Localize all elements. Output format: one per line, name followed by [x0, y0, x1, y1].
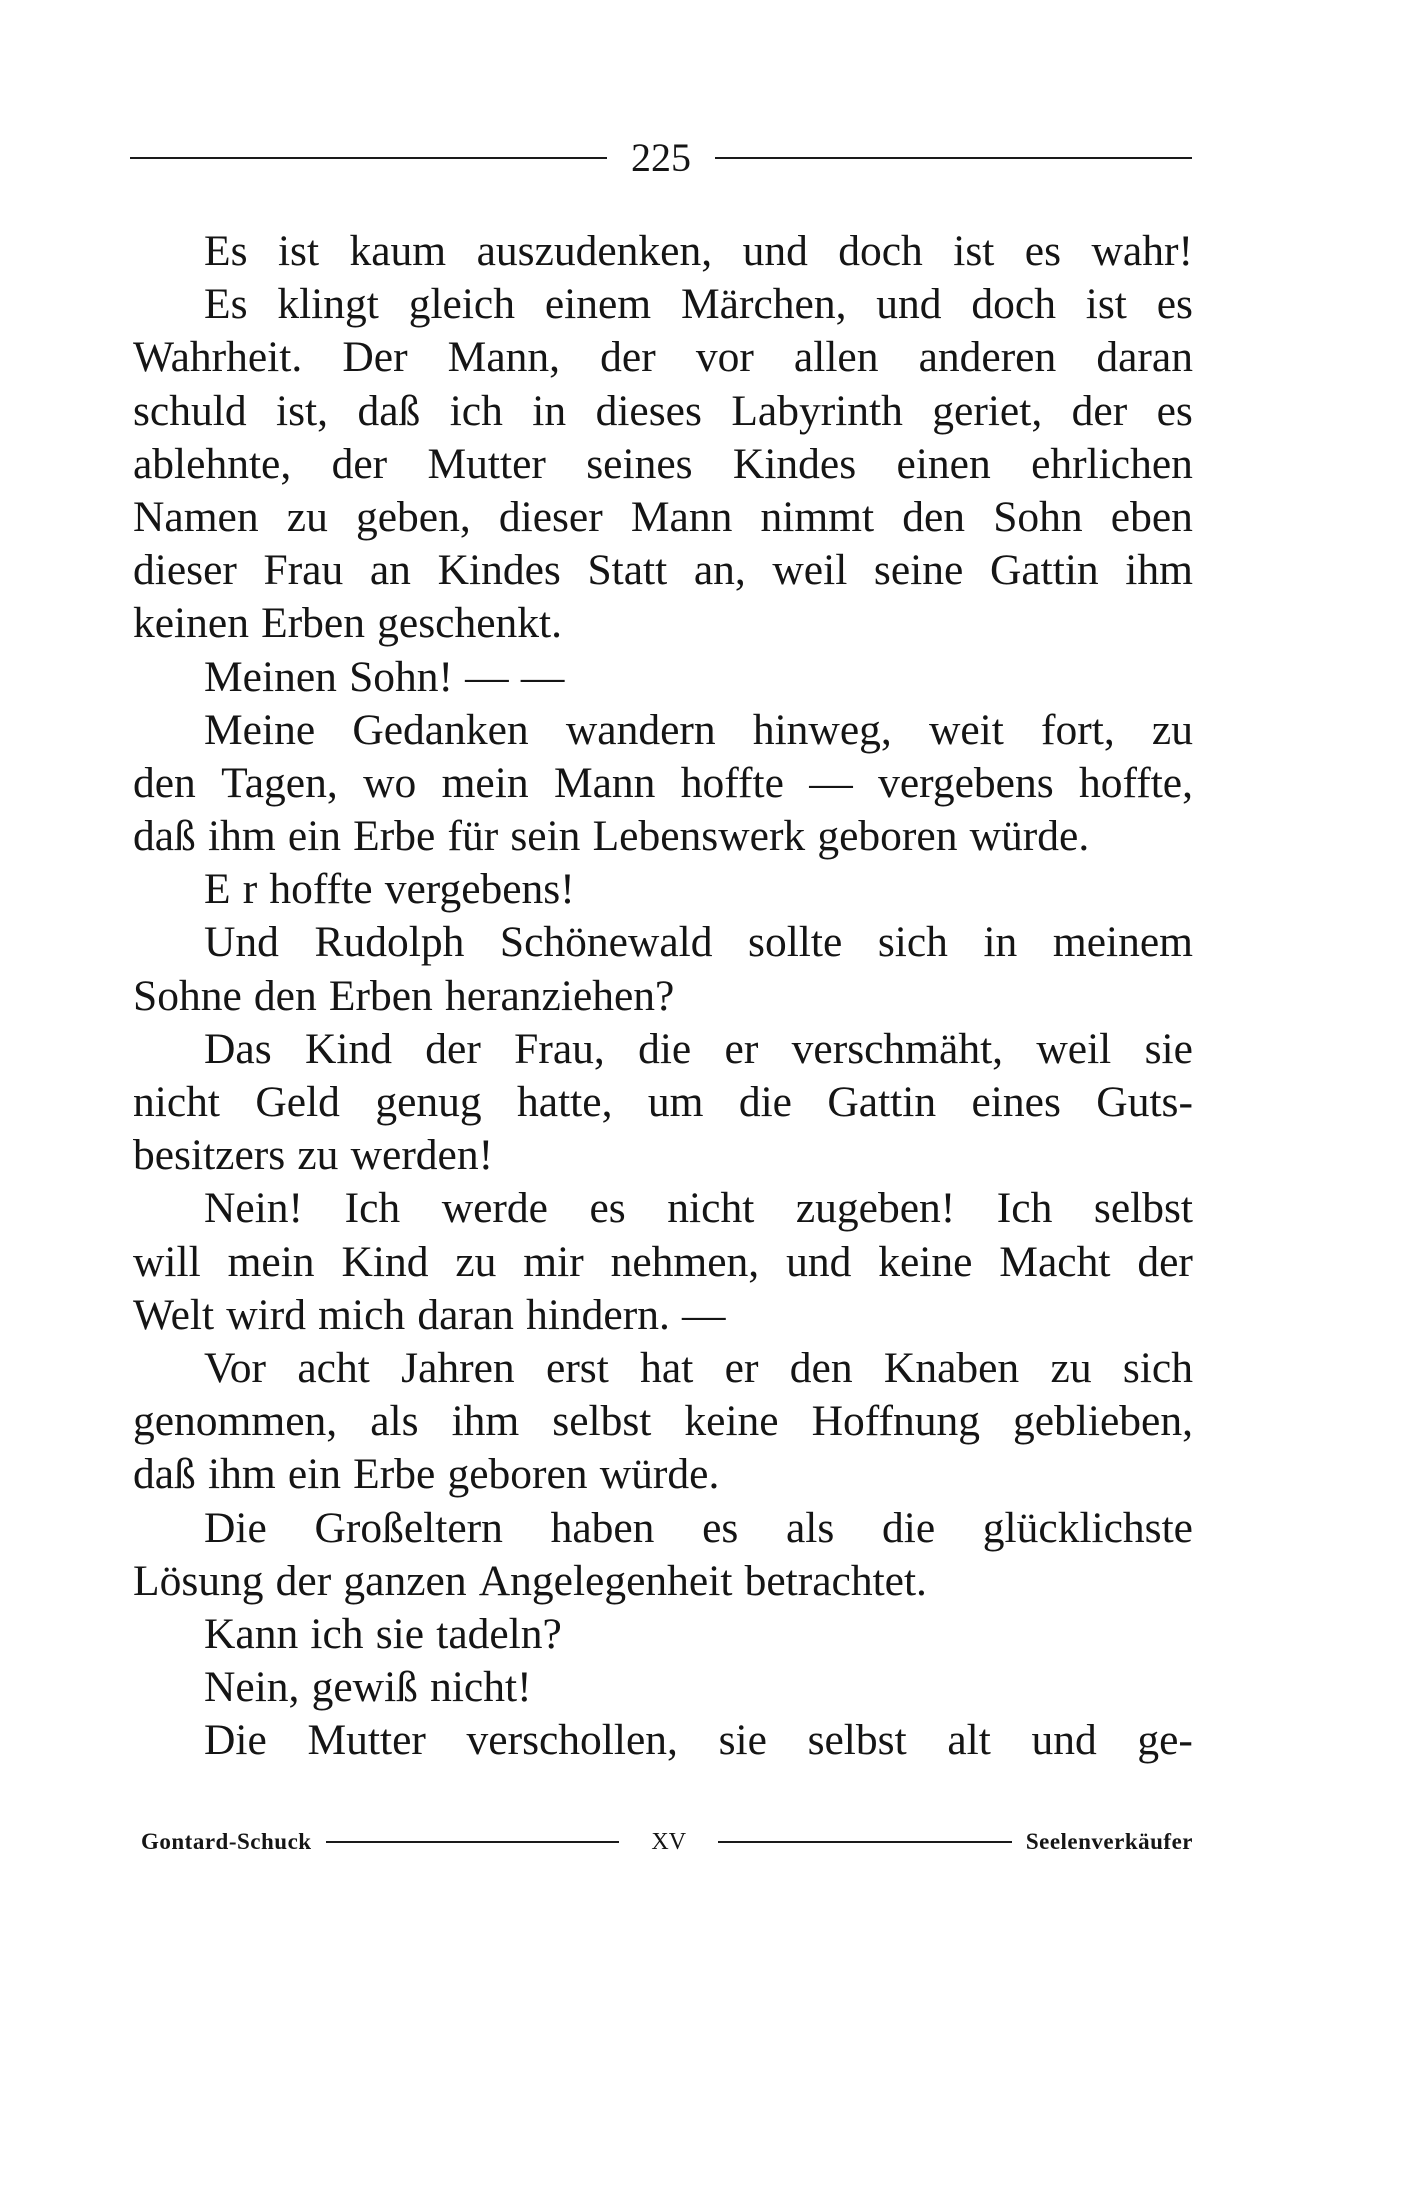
text-line: E r hoffte vergebens! — [204, 865, 575, 914]
text-line: nicht Geld genug hatte, um die Gattin eines Guts- — [133, 1078, 1193, 1126]
body-text — [133, 225, 1193, 1767]
text-line: daß ihm ein Erbe für sein Lebenswerk geboren würde. — [133, 812, 1090, 861]
text-line: Und Rudolph Schönewald sollte sich in meinem — [204, 918, 1193, 967]
text-line: Namen zu geben, dieser Mann nimmt den Sohn eben — [133, 492, 1193, 541]
text-line: Die Großeltern haben es als die glücklichste — [204, 1503, 1193, 1552]
text-line: Vor acht Jahren erst hat er den Knaben zu sich — [204, 1343, 1193, 1392]
text-line: Es ist kaum auszudenken, und doch ist es wahr! — [204, 227, 1193, 275]
footer-author: Gontard-Schuck — [141, 1829, 312, 1854]
text-line: ablehnte, der Mutter seines Kindes einen ehrlichen — [133, 439, 1193, 488]
text-line: daß ihm ein Erbe geboren würde. — [133, 1450, 720, 1499]
text-line: Welt wird mich daran hindern. — — [133, 1290, 726, 1339]
header-rule-left — [130, 157, 607, 159]
text-line: genommen, als ihm selbst keine Hoffnung geblieben, — [133, 1397, 1193, 1446]
header-rule-right — [715, 157, 1192, 159]
text-line: Es klingt gleich einem Märchen, und doch ist es — [204, 280, 1193, 329]
text-line: den Tagen, wo mein Mann hoffte — vergebens hoffte, — [133, 758, 1193, 807]
text-line: Wahrheit. Der Mann, der vor allen anderen daran — [133, 333, 1193, 382]
text-line: Lösung der ganzen Angelegenheit betrachtet. — [133, 1556, 927, 1605]
text-line: keinen Erben geschenkt. — [133, 599, 562, 648]
text-line: Das Kind der Frau, die er verschmäht, weil sie — [204, 1024, 1193, 1073]
page-number: 225 — [631, 135, 691, 180]
text-line: Die Mutter verschollen, sie selbst alt und ge- — [204, 1716, 1193, 1765]
text-line: will mein Kind zu mir nehmen, und keine Macht der — [133, 1237, 1193, 1286]
text-line: Nein! Ich werde es nicht zugeben! Ich selbst — [204, 1184, 1193, 1233]
text-line: Kann ich sie tadeln? — [204, 1609, 562, 1658]
text-line: Meine Gedanken wandern hinweg, weit fort, zu — [204, 705, 1193, 754]
footer-signature: XV — [651, 1828, 687, 1855]
text-line: Nein, gewiß nicht! — [204, 1663, 532, 1712]
footer-rule-right — [718, 1841, 1012, 1843]
text-line: besitzers zu werden! — [133, 1131, 494, 1180]
page-footer — [141, 1822, 1193, 1862]
text-line: Sohne den Erben heranziehen? — [133, 971, 675, 1020]
text-line: Meinen Sohn! — — — [204, 652, 565, 701]
footer-title: Seelenverkäufer — [1025, 1829, 1194, 1854]
text-line: schuld ist, daß ich in dieses Labyrinth geriet, der es — [133, 386, 1193, 435]
footer-rule-left — [326, 1841, 620, 1843]
page-header — [130, 133, 1192, 183]
text-line: dieser Frau an Kindes Statt an, weil seine Gattin ihm — [133, 546, 1193, 595]
